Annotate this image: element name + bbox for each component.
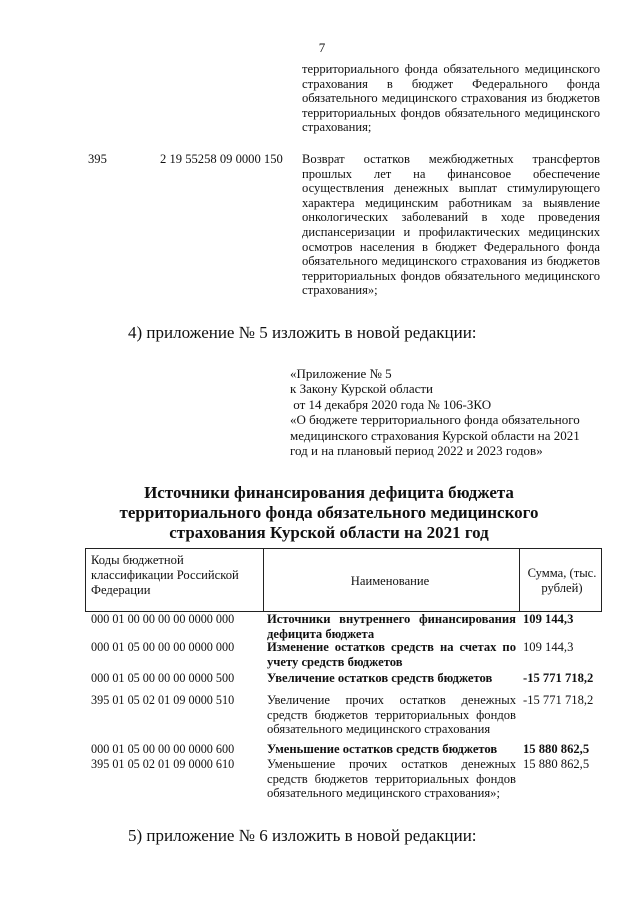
row-395-description: Возврат остатков межбюджетных трансфертов прошлых лет на финансовое обеспечение осуществления денежных выплат стимулирующего характера медицинским работникам за выявление онкологических заболеваний в ходе проведения диспансеризации и профилактических медицинских осмотров населения в бюджет Федерального фонда обязательного медицинского страхования из бюджетов территориальных фондов обязательного медицинского страхования»; [302,152,600,298]
table-row-3-code: 395 01 05 02 01 09 0000 510 [91,693,235,707]
table-row-2-sum: -15 771 718,2 [523,671,594,685]
table-row-0-name: Источники внутреннего финансирования дефицита бюджета [267,612,516,641]
table-row-3-sum: -15 771 718,2 [523,693,594,707]
table-row-2-code: 000 01 05 00 00 00 0000 500 [91,671,235,685]
table-row-1-name: Изменение остатков средств на счетах по учету средств бюджетов [267,640,516,669]
continuation-text: территориального фонда обязательного медицинского страхования в бюджет Федерального фонда обязательного медицинского страхования из бюджетов территориальных фондов обязательного медицинского страхования; [302,62,600,135]
table-title: Источники финансирования дефицита бюджета территориального фонда обязательного медицинского страхования Курской области на 2021 год [119,483,539,542]
appendix-line-1: «Приложение № 5 [290,366,392,381]
table-row-5-sum: 15 880 862,5 [523,757,590,771]
header-codes: Коды бюджетной классификации Российской Федерации [91,553,239,597]
appendix-header [290,366,590,458]
table-row-0-code: 000 01 00 00 00 00 0000 000 [91,612,235,626]
row-395-kbk-code: 2 19 55258 09 0000 150 [160,152,283,166]
row-395-admin-code: 395 [88,152,107,166]
header-name: Наименование [350,574,430,588]
table-row-4-name: Уменьшение остатков средств бюджетов [267,742,498,756]
table-row-1-sum: 109 144,3 [523,640,574,654]
item-5-paragraph: 5) приложение № 6 изложить в новой редакции: [128,826,477,845]
table-row-1-code: 000 01 05 00 00 00 0000 000 [91,640,235,654]
table-row-4-code: 000 01 05 00 00 00 0000 600 [91,742,235,756]
table-row-5-name: Уменьшение прочих остатков денежных средств бюджетов территориальных фондов обязательного медицинского страхования»; [267,757,516,801]
appendix-line-2: к Закону Курской области [290,381,433,397]
table-row-4-sum: 15 880 862,5 [523,742,590,756]
header-sum: Сумма, (тыс. рублей) [527,566,597,595]
table-row-2-name: Увеличение остатков средств бюджетов [267,671,493,685]
page-number: 7 [318,40,326,55]
item-4-paragraph: 4) приложение № 5 изложить в новой редакции: [128,323,477,342]
table-row-3-name: Увеличение прочих остатков денежных средств бюджетов территориальных фондов обязательного медицинского страхования [267,693,516,737]
table-row-0-sum: 109 144,3 [523,612,574,626]
appendix-line-3: от 14 декабря 2020 года № 106-ЗКО [290,396,492,412]
table-row-5-code: 395 01 05 02 01 09 0000 610 [91,757,235,771]
header-divider-2 [519,549,520,611]
appendix-line-4: «О бюджете территориального фонда обязательного медицинского страхования Курской области на 2021 год и на плановый период 2022 и 2023 годов» [290,412,580,459]
